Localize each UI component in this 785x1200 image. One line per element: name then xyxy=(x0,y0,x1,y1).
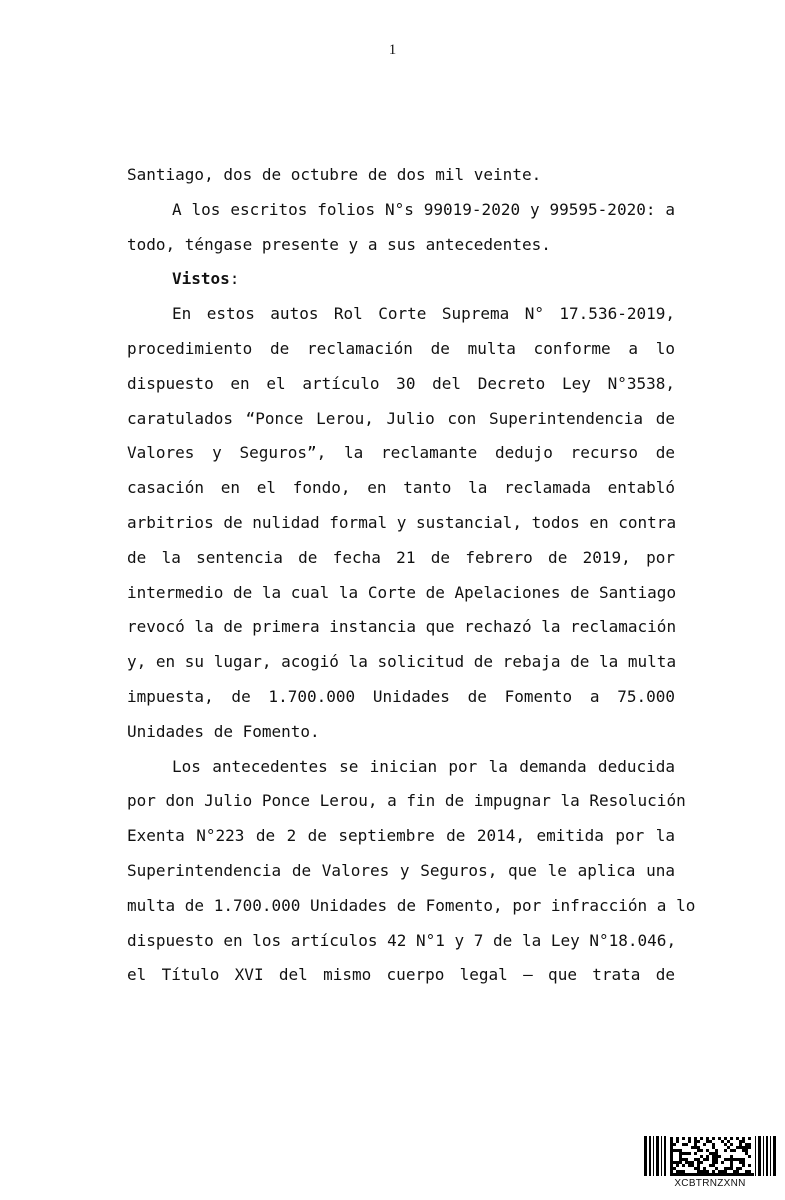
text-line: Valores y Seguros”, la reclamante dedujo recurso de xyxy=(127,443,675,463)
text-line: casación en el fondo, en tanto la reclamada entabló xyxy=(127,478,675,498)
antecedentes-paragraph xyxy=(127,750,696,994)
text-line: caratulados “Ponce Lerou, Julio con Superintendencia de xyxy=(127,408,675,428)
text-line: Santiago, dos de octubre de dos mil veinte. xyxy=(127,165,542,184)
text-line: Los antecedentes se inician por la demanda deducida xyxy=(172,756,675,776)
text-line: arbitrios de nulidad formal y sustancial, todos en contra xyxy=(127,512,677,532)
text-line: el Título XVI del mismo cuerpo legal – que trata de xyxy=(127,965,675,985)
text-line: dispuesto en el artículo 30 del Decreto Ley N°3538, xyxy=(127,373,675,393)
vistos-heading-paragraph xyxy=(127,262,675,297)
vistos-heading xyxy=(127,262,675,297)
text-line: dispuesto en los artículos 42 N°1 y 7 de la Ley N°18.046, xyxy=(127,930,677,950)
text-line: por don Julio Ponce Lerou, a fin de impugnar la Resolución xyxy=(127,791,686,811)
verification-barcode xyxy=(644,1136,776,1192)
escritos-paragraph xyxy=(127,193,675,263)
barcode-code: XCBTRNZXNN xyxy=(674,1178,746,1189)
text-line: y, en su lugar, acogió la solicitud de rebaja de la multa xyxy=(127,652,677,672)
text-line: Superintendencia de Valores y Seguros, que le aplica una xyxy=(127,860,675,880)
page-number: 1 xyxy=(388,42,397,58)
text-line: revocó la de primera instancia que rechazó la reclamación xyxy=(127,617,677,637)
text-line: de la sentencia de fecha 21 de febrero de 2019, por xyxy=(127,547,675,567)
barcode-graphic xyxy=(644,1136,776,1176)
document-body xyxy=(127,158,696,993)
vistos-heading-text: Vistos xyxy=(172,269,230,289)
text-line: procedimiento de reclamación de multa conforme a lo xyxy=(127,338,675,358)
text-line: A los escritos folios N°s 99019-2020 y 99595-2020: a xyxy=(172,199,675,219)
text-line: Exenta N°223 de 2 de septiembre de 2014, emitida por la xyxy=(127,826,675,846)
text-line: todo, téngase presente y a sus antecedentes. xyxy=(127,234,551,254)
text-line: Unidades de Fomento. xyxy=(127,721,320,741)
text-line: multa de 1.700.000 Unidades de Fomento, por infracción a lo xyxy=(127,895,696,915)
autos-paragraph xyxy=(127,297,675,749)
vistos-heading-colon: : xyxy=(229,269,240,289)
text-line: intermedio de la cual la Corte de Apelaciones de Santiago xyxy=(127,582,677,602)
text-line: impuesta, de 1.700.000 Unidades de Fomento a 75.000 xyxy=(127,686,675,706)
text-line: En estos autos Rol Corte Suprema N° 17.536-2019, xyxy=(172,304,675,324)
date-line-paragraph xyxy=(127,158,675,193)
